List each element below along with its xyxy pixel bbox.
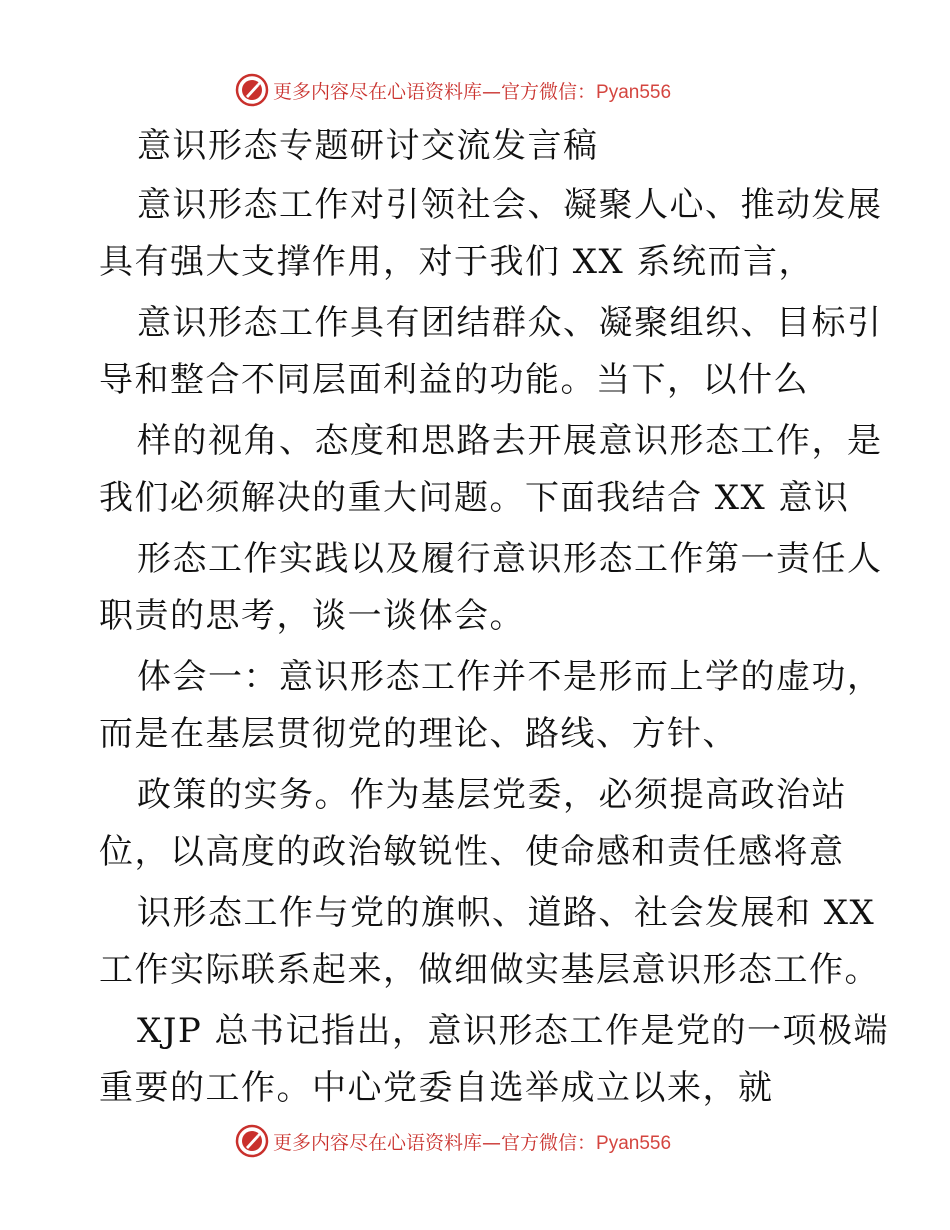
watermark-site-name: 更多内容尽在心语资料库: [273, 80, 483, 103]
quill-pen-circle-icon: [235, 1124, 269, 1158]
body-line: 职责的思考，谈一谈体会。: [99, 596, 525, 636]
watermark-site-name: 更多内容尽在心语资料库: [273, 1131, 483, 1154]
footer-watermark: [235, 1124, 671, 1158]
body-line: 意识形态工作对引领社会、凝聚人心、推动发展: [137, 185, 883, 225]
body-line: 位，以高度的政治敏锐性、使命感和责任感将意: [99, 832, 845, 872]
watermark-separator: —: [482, 1131, 502, 1154]
body-line: 重要的工作。中心党委自选举成立以来，就: [99, 1068, 774, 1108]
body-line: 导和整合不同层面利益的功能。当下，以什么: [99, 360, 809, 400]
watermark-contact-id: Pyan556: [596, 81, 672, 103]
body-line: 而是在基层贯彻党的理论、路线、方针、: [99, 714, 738, 754]
watermark-separator: —: [482, 80, 502, 103]
watermark-contact-label: 官方微信：: [501, 80, 597, 103]
body-line: XJP 总书记指出，意识形态工作是党的一项极端: [137, 1011, 890, 1051]
body-line: 意识形态工作具有团结群众、凝聚组织、目标引: [137, 303, 883, 343]
watermark-text: [273, 1128, 671, 1155]
watermark-text: [273, 77, 671, 104]
document-title: 意识形态专题研讨交流发言稿: [137, 126, 599, 166]
watermark-contact-id: Pyan556: [596, 1132, 672, 1154]
watermark-contact-label: 官方微信：: [501, 1131, 597, 1154]
quill-pen-circle-icon: [235, 73, 269, 107]
body-line: 我们必须解决的重大问题。下面我结合 XX 意识: [99, 478, 850, 518]
body-line: 具有强大支撑作用，对于我们 XX 系统而言，: [99, 242, 815, 282]
body-line: 样的视角、态度和思路去开展意识形态工作，是: [137, 421, 883, 461]
body-line: 政策的实务。作为基层党委，必须提高政治站: [137, 775, 847, 815]
body-line: 体会一：意识形态工作并不是形而上学的虚功，: [137, 657, 883, 697]
body-line: 形态工作实践以及履行意识形态工作第一责任人: [137, 539, 883, 579]
body-line: 识形态工作与党的旗帜、道路、社会发展和 XX: [137, 893, 876, 933]
body-line: 工作实际联系起来，做细做实基层意识形态工作。: [99, 950, 880, 990]
header-watermark: [235, 73, 671, 107]
